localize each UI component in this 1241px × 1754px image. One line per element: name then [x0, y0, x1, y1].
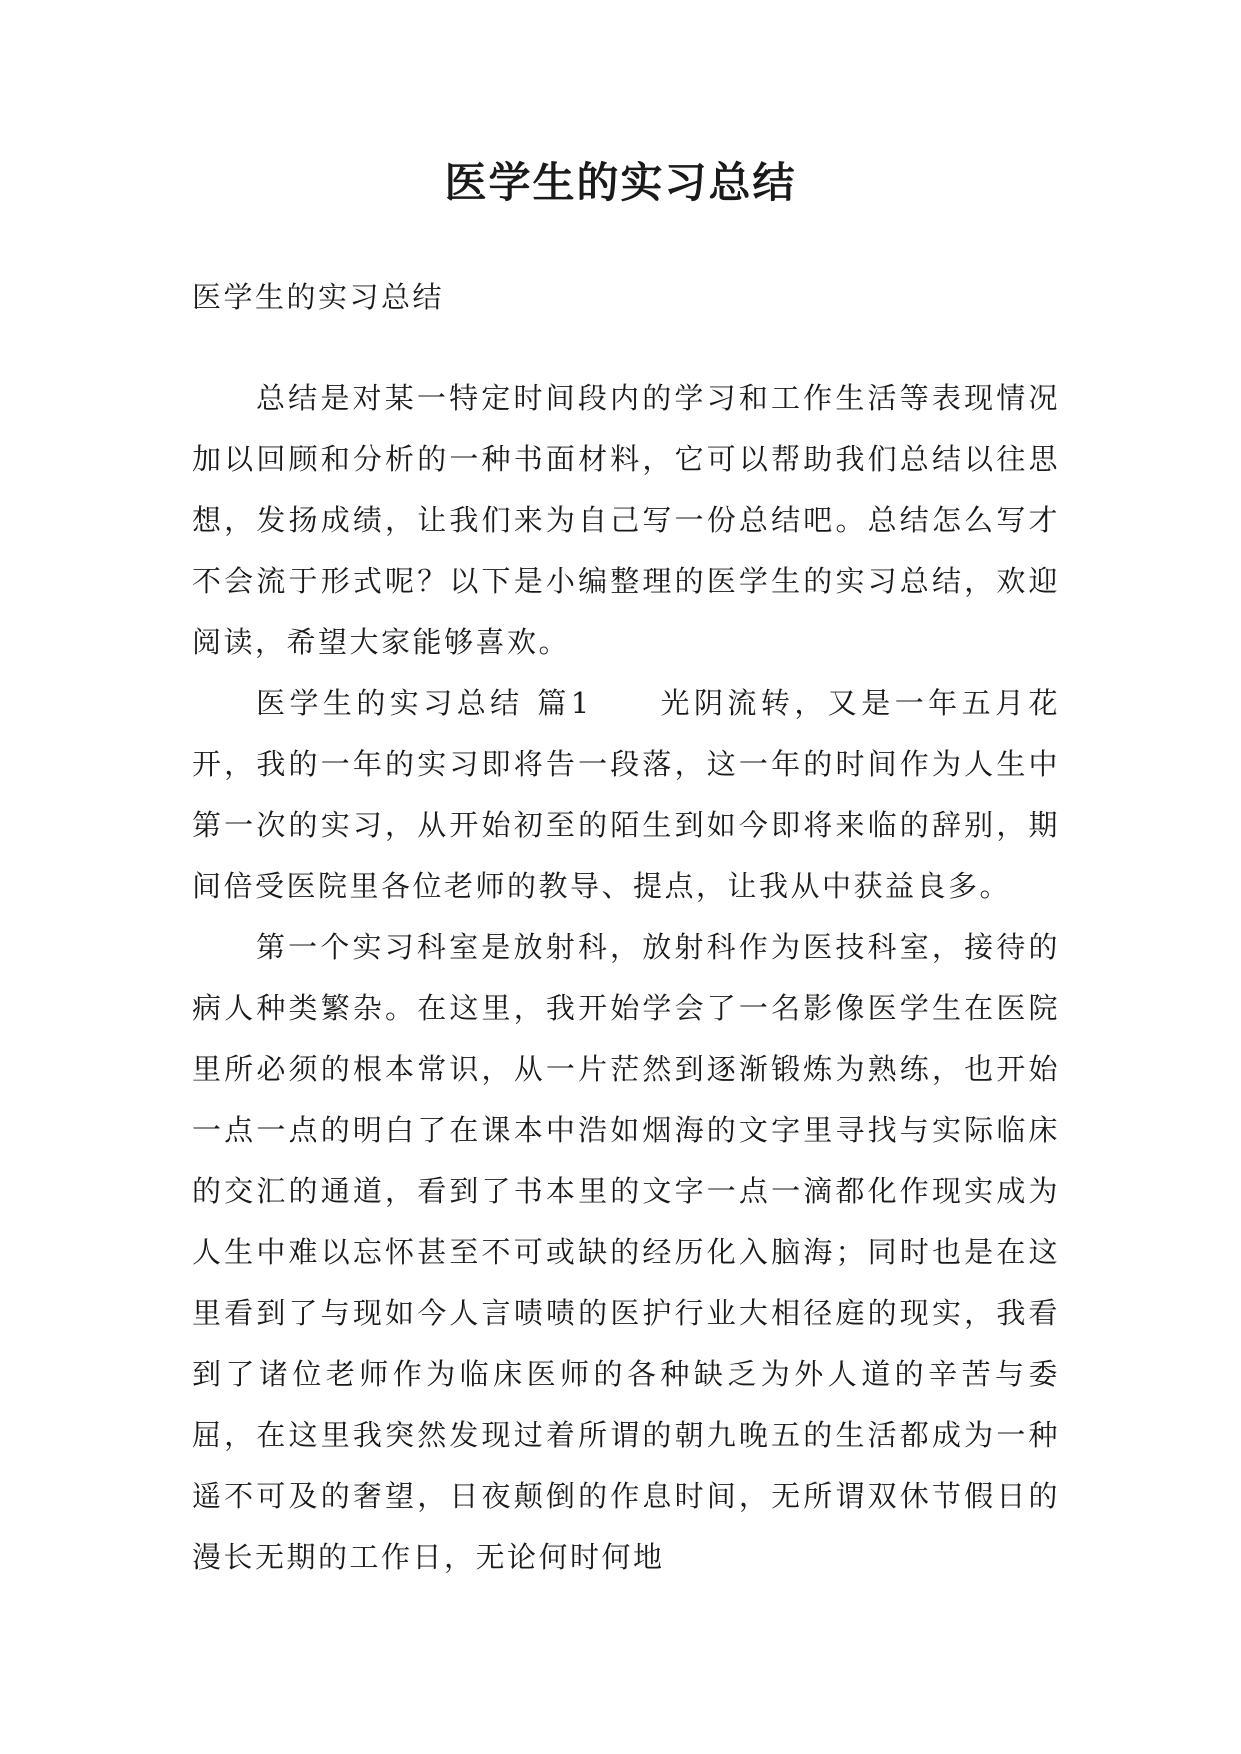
document-title: 医学生的实习总结 — [444, 158, 797, 207]
paragraph-intro: 总结是对某一特定时间段内的学习和工作生活等表现情况加以回顾和分析的一种书面材料，它可以帮助我们总结以往思想，发扬成绩，让我们来为自己写一份总结吧。总结怎么写才不会流于形式呢？以下是小编整理的医学生的实习总结，欢迎阅读，希望大家能够喜欢。 — [192, 381, 1060, 659]
document-body — [192, 282, 1060, 1588]
document-subtitle: 医学生的实习总结 — [192, 280, 445, 314]
paragraph-chapter-1: 医学生的实习总结 篇1 光阴流转，又是一年五月花开，我的一年的实习即将告一段落，这一年的时间作为人生中第一次的实习，从开始初至的陌生到如今即将来临的辞别，期间倍受医院里各位老师的教导、提点，让我从中获益良多。 — [192, 686, 1060, 903]
paragraph-radiology: 第一个实习科室是放射科，放射科作为医技科室，接待的病人种类繁杂。在这里，我开始学会了一名影像医学生在医院里所必须的根本常识，从一片茫然到逐渐锻炼为熟练，也开始一点一点的明白了在课本中浩如烟海的文字里寻找与实际临床的交汇的通道，看到了书本里的文字一点一滴都化作现实成为人生中难以忘怀甚至不可或缺的经历化入脑海；同时也是在这里看到了与现如今人言啧啧的医护行业大相径庭的现实，我看到了诸位老师作为临床医师的各种缺乏为外人道的辛苦与委屈，在这里我突然发现过着所谓的朝九晚五的生活都成为一种遥不可及的奢望，日夜颠倒的作息时间，无所谓双休节假日的漫长无期的工作日，无论何时何地 — [192, 930, 1060, 1574]
